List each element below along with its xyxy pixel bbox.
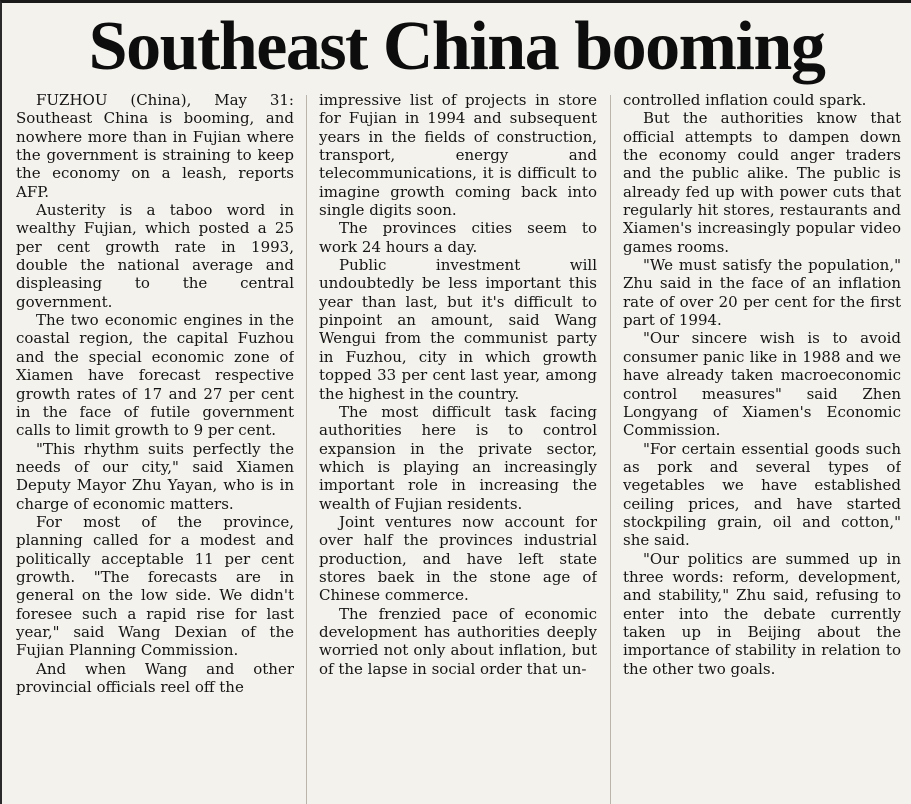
paragraph: "Our politics are summed up in three words: reform, development, and stability," Zhu said, refusing to enter into the debate currently taken up in Beijing about the importance of stability in relation to the other two goals. (623, 549, 901, 678)
paragraph-text: Southeast China is booming, and nowhere more than in Fujian where the government is straining to keep the economy on a leash, reports AFP. (16, 109, 294, 201)
paragraph: "This rhythm suits perfectly the needs of our city," said Xiamen Deputy Mayor Zhu Yayan, who is in charge of economic matters. (16, 439, 294, 513)
headline: Southeast China booming (88, 8, 825, 85)
column-2 (319, 91, 597, 804)
paragraph: For most of the province, planning called for a modest and politically acceptable 11 per cent growth. "The forecasts are in general on the low side. We didn't foresee such a rapid rise for last year," said Wang Dexian of the Fujian Planning Commission. (16, 512, 294, 660)
paragraph: "We must satisfy the population," Zhu said in the face of an inflation rate of over 20 per cent for the first part of 1994. (623, 256, 901, 330)
paragraph: But the authorities know that official attempts to dampen down the economy could anger traders and the public alike. The public is already fed up with power cuts that regularly hit stores, restaurants and Xiamen's increasingly popular video games rooms. (623, 109, 901, 256)
paragraph: "Our sincere wish is to avoid consumer panic like in 1988 and we have already taken macroeconomic control measures" said Zhen Longyang of Xiamen's Economic Commission. (623, 329, 901, 440)
lead-paragraph (16, 91, 294, 201)
article-body (16, 91, 901, 804)
paragraph: Austerity is a taboo word in wealthy Fujian, which posted a 25 per cent growth rate in 1993, double the national average and displeasing to the central government. (16, 201, 294, 311)
paragraph: The provinces cities seem to work 24 hours a day. (319, 219, 597, 256)
paragraph: The two economic engines in the coastal region, the capital Fuzhou and the special economic zone of Xiamen have forecast respective growth rates of 17 and 27 per cent in the face of futile government calls to limit growth to 9 per cent. (16, 311, 294, 440)
paragraph: Public investment will undoubtedly be less important this year than last, but it's difficult to pinpoint an amount, said Wang Wengui from the communist party in Fuzhou, city in which growth topped 33 per cent last year, among the highest in the country. (319, 256, 597, 403)
continued-paragraph: impressive list of projects in store for Fujian in 1994 and subsequent years in the fields of construction, transport, energy and telecommunications, it is difficult to imagine growth coming back into single digits soon. (319, 91, 597, 220)
column-1 (16, 91, 294, 804)
paragraph: Joint ventures now account for over half the provinces industrial production, and have left state stores baek in the stone age of Chinese commerce. (319, 512, 597, 605)
dateline: FUZHOU (China), May 31: (36, 91, 294, 109)
column-3 (623, 91, 901, 804)
continued-paragraph: controlled inflation could spark. (623, 91, 867, 109)
paragraph: The most difficult task facing authorities here is to control expansion in the private sector, which is playing an increasingly important role in increasing the wealth of Fujian residents. (319, 402, 597, 513)
paragraph: And when Wang and other provincial officials reel off the (16, 659, 294, 696)
paragraph: The frenzied pace of economic development has authorities deeply worried not only about inflation, but of the lapse in social order that un- (319, 604, 597, 678)
paragraph: "For certain essential goods such as pork and several types of vegetables we have established ceiling prices, and have started stockpiling grain, oil and cotton," she said. (623, 439, 901, 550)
